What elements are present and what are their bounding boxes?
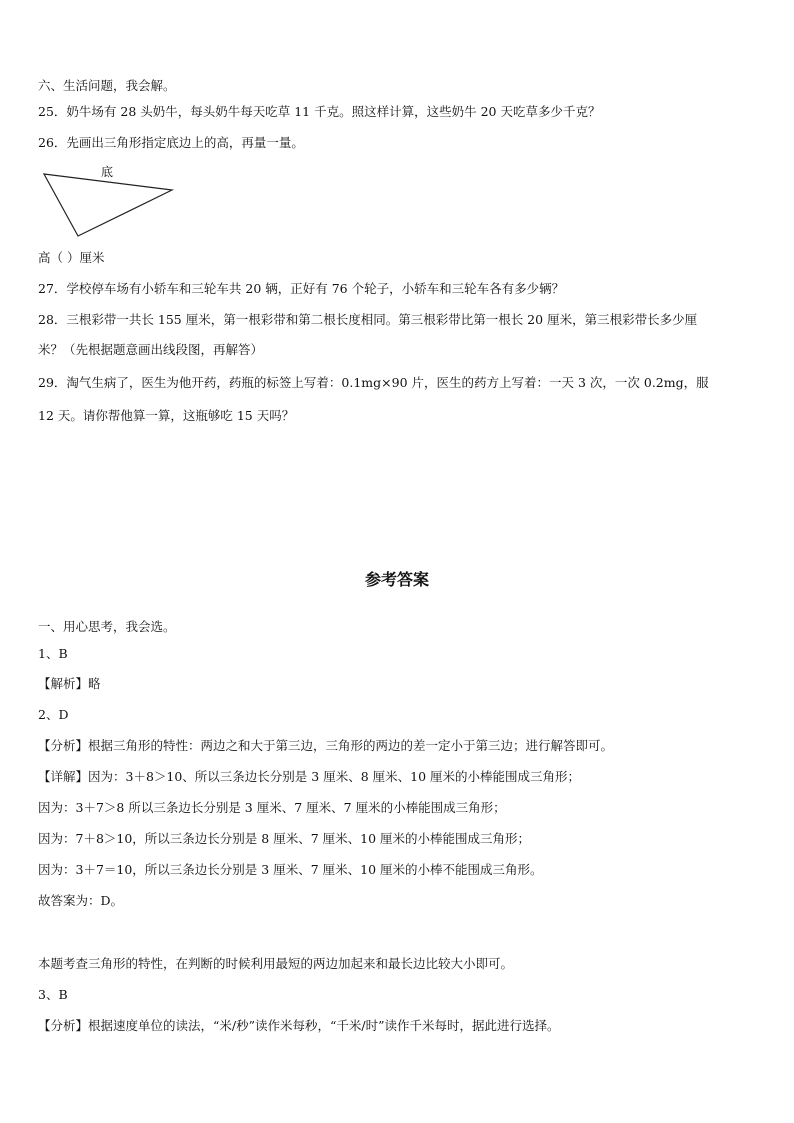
answer-1-label: 1、B [38, 646, 68, 661]
question-28-line2: 米？（先根据题意画出线段图，再解答） [38, 342, 264, 357]
answer-2-detail-1: 【详解】因为：3＋8＞10、所以三条边长分别是 3 厘米、8 厘米、10 厘米的小棒能围成三角形； [38, 769, 581, 784]
answer-2-conclusion: 故答案为：D。 [38, 893, 124, 908]
height-answer: 高（ ）厘米 [38, 250, 105, 265]
answers-section-heading: 一、用心思考，我会选。 [38, 619, 176, 634]
question-29-line2: 12 天。请你帮他算一算，这瓶够吃 15 天吗？ [38, 408, 295, 423]
answer-2-detail-2: 因为：3＋7＞8 所以三条边长分别是 3 厘米、7 厘米、7 厘米的小棒能围成三角形； [38, 800, 506, 815]
triangle-shape [44, 174, 172, 236]
base-label: 底 [101, 165, 114, 179]
answer-2-note: 本题考查三角形的特性，在判断的时候利用最短的两边加起来和最长边比较大小即可。 [38, 956, 514, 971]
question-25: 25．奶牛场有 28 头奶牛，每头奶牛每天吃草 11 千克。照这样计算，这些奶牛 20 天吃草多少千克？ [38, 104, 601, 119]
answer-3-label: 3、B [38, 987, 68, 1002]
answer-2-detail-3: 因为：7＋8＞10，所以三条边长分别是 8 厘米、7 厘米、10 厘米的小棒能围成三角形； [38, 831, 531, 846]
question-28-line1: 28．三根彩带一共长 155 厘米，第一根彩带和第二根长度相同。第三根彩带比第一根长 20 厘米，第三根彩带长多少厘 [38, 312, 698, 327]
question-27: 27．学校停车场有小轿车和三轮车共 20 辆，正好有 76 个轮子，小轿车和三轮车各有多少辆？ [38, 281, 565, 296]
answers-title: 参考答案 [364, 570, 429, 589]
section-heading: 六、生活问题，我会解。 [38, 78, 176, 93]
answer-2-detail-4: 因为：3＋7＝10，所以三条边长分别是 3 厘米、7 厘米、10 厘米的小棒不能围成三角形。 [38, 862, 543, 877]
answer-3-analysis: 【分析】根据速度单位的读法，“米/秒”读作米每秒，“千米/时”读作千米每时，据此进行选择。 [38, 1018, 560, 1033]
answer-2-label: 2、D [38, 707, 69, 722]
answer-1-analysis: 【解析】略 [38, 676, 101, 691]
question-26: 26．先画出三角形指定底边上的高，再量一量。 [38, 135, 304, 150]
answer-2-analysis: 【分析】根据三角形的特性：两边之和大于第三边，三角形的两边的差一定小于第三边；进行解答即可。 [38, 738, 614, 753]
question-29-line1: 29．淘气生病了，医生为他开药，药瓶的标签上写着：0.1mg×90 片，医生的药方上写着：一天 3 次，一次 0.2mg，服 [38, 375, 709, 390]
